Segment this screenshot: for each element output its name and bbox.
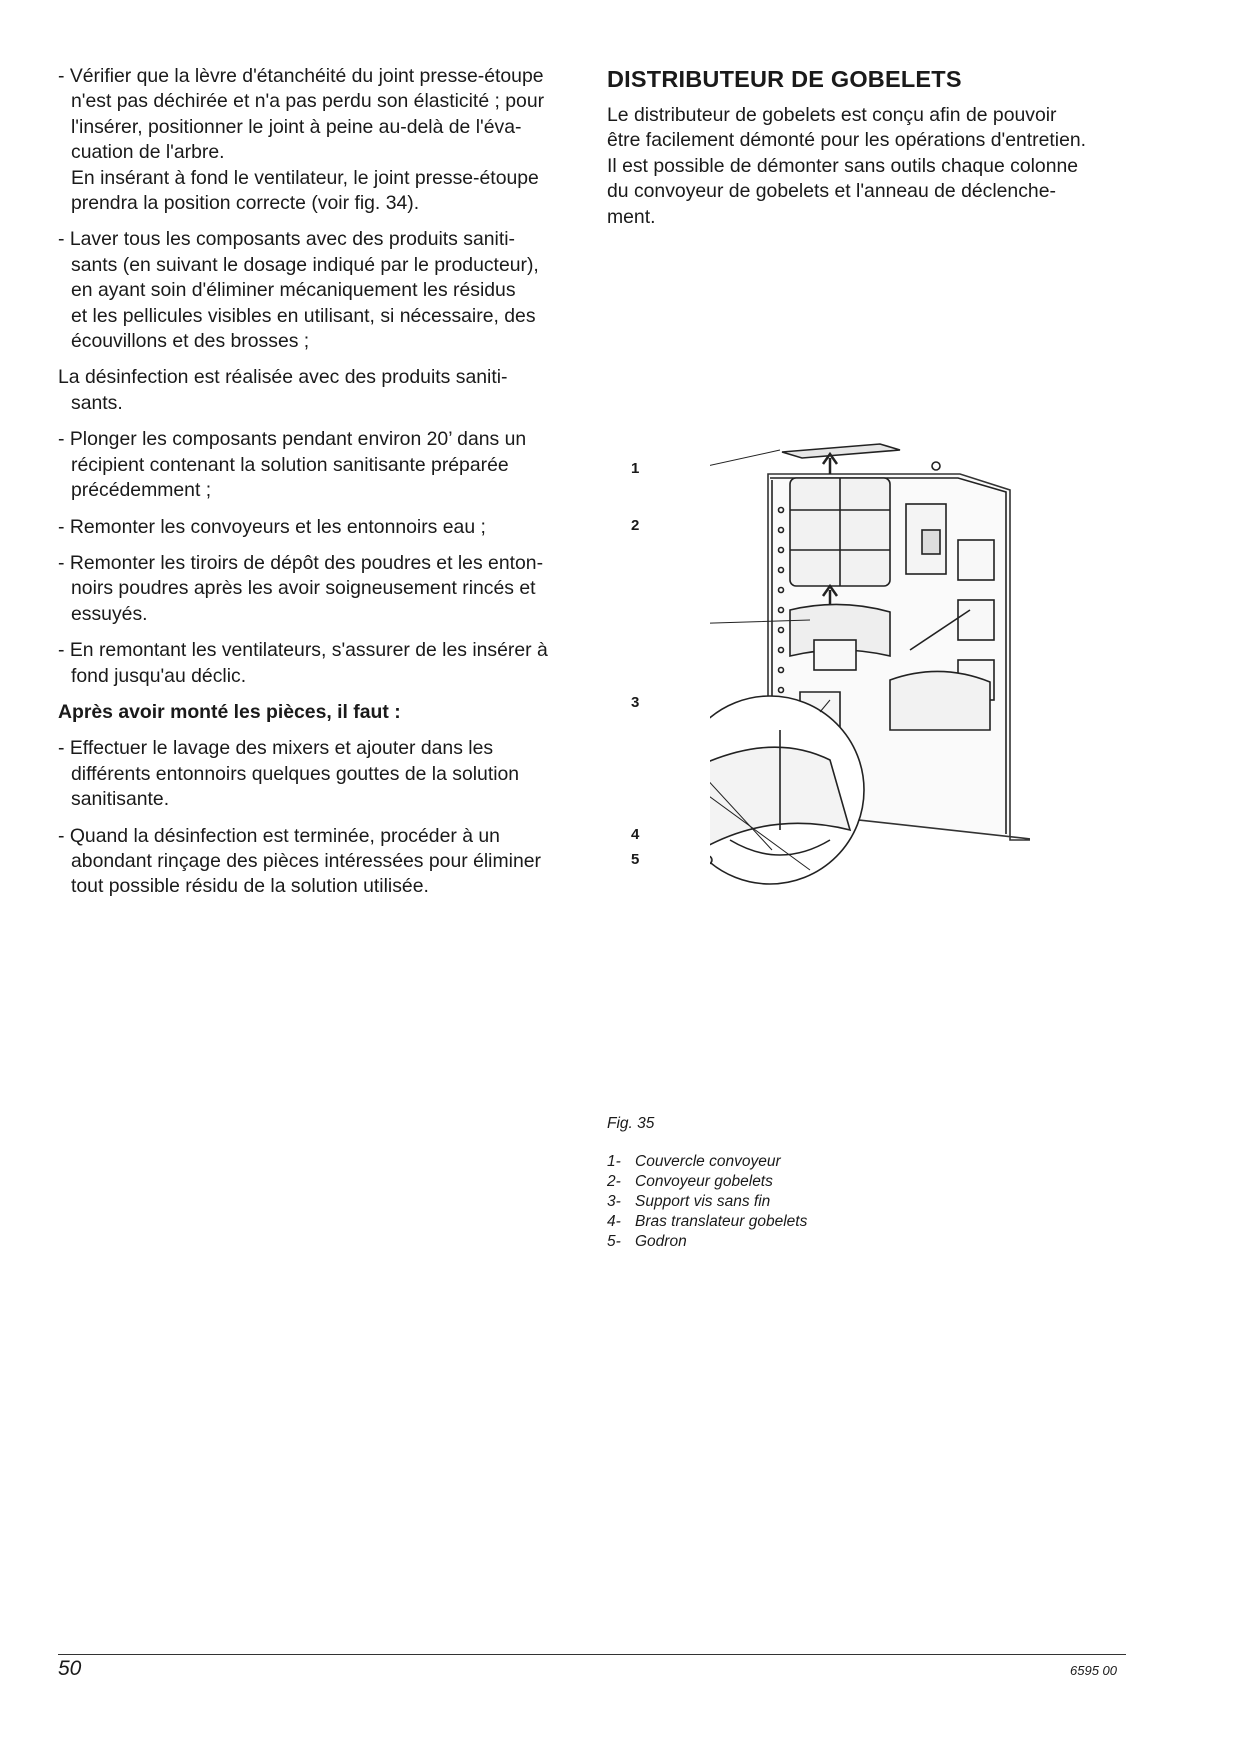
text-line: sants. [71,391,123,414]
instruction-reassemble-conveyors [58,515,588,540]
instruction-wash-components [58,227,588,354]
footer-divider [58,1654,1126,1655]
text-line: l'insérer, positionner le joint à peine au-delà de l'éva- [71,115,522,138]
disinfection-note [58,365,588,416]
text-line: du convoyeur de gobelets et l'anneau de déclenche- [607,180,1056,203]
text-line: être facilement démonté pour les opérations d'entretien. [607,129,1087,152]
text-line: prendra la position correcte (voir fig. 34). [71,192,420,215]
text-line: sants (en suivant le dosage indiqué par le producteur), [71,253,539,276]
callout-3: 3 [631,694,640,711]
text-line: - Effectuer le lavage des mixers et ajouter dans les [58,737,494,760]
side-bracket-2 [958,600,994,640]
text-line: sanitisante. [71,788,170,811]
text-line: et les pellicules visibles en utilisant, si nécessaire, des [71,304,536,327]
callout-4: 4 [631,826,640,843]
text-line: - Quand la désinfection est terminée, procéder à un [58,824,500,847]
instruction-wash-mixers [58,736,588,812]
instruction-reassemble-drawers [58,551,588,627]
text-line: tout possible résidu de la solution utilisée. [71,875,429,898]
instruction-check-seal [58,64,588,216]
section-heading: DISTRIBUTEUR DE GOBELETS [607,66,962,92]
text-line: en ayant soin d'éliminer mécaniquement les résidus [71,279,516,302]
legend-item [607,1232,807,1252]
instruction-soak [58,427,588,503]
page-number: 50 [58,1657,82,1680]
text-line: abondant rinçage des pièces intéressées pour éliminer [71,849,541,872]
figure-legend [607,1152,807,1252]
legend-item [607,1192,807,1212]
text-line: cuation de l'arbre. [71,141,225,164]
text-line: - Remonter les tiroirs de dépôt des poudres et les enton- [58,551,544,574]
legend-item [607,1172,807,1192]
text-line: récipient contenant la solution sanitisante préparée [71,453,509,476]
text-line: écouvillons et des brosses ; [71,330,310,353]
legend-text: Godron [635,1233,687,1250]
control-board [922,530,940,554]
text-line: essuyés. [71,602,148,625]
text-line: Le distributeur de gobelets est conçu afin de pouvoir [607,104,1057,126]
legend-number: 5- [607,1233,621,1250]
text-line: - Laver tous les composants avec des produits saniti- [58,228,515,251]
text-line: noirs poudres après les avoir soigneusement rincés et [71,577,536,600]
section-body [607,103,1127,230]
text-line: ment. [607,205,656,228]
side-bracket [958,540,994,580]
cup-ring-area [890,671,990,730]
lift-arrow [823,454,837,474]
conveyor-lid [782,444,900,458]
text-line: En insérant à fond le ventilateur, le joint presse-étoupe [71,166,539,189]
legend-text: Bras translateur gobelets [635,1213,808,1230]
instruction-rinse [58,824,588,900]
legend-number: 2- [607,1173,621,1190]
text-line: La désinfection est réalisée avec des produits saniti- [58,366,508,389]
text-line: précédemment ; [71,479,212,502]
callout-5: 5 [631,851,640,868]
text-line: - Vérifier que la lèvre d'étanchéité du joint presse-étoupe [58,65,544,87]
figure-caption: Fig. 35 [607,1115,655,1132]
legend-item [607,1212,807,1232]
text-line: - En remontant les ventilateurs, s'assurer de les insérer à [58,639,548,662]
text-line: n'est pas déchirée et n'a pas perdu son élasticité ; pour [71,90,545,113]
cup-dispenser-illustration [710,430,1030,1030]
instruction-fans [58,638,588,689]
text-line: Il est possible de démonter sans outils chaque colonne [607,154,1079,177]
legend-number: 1- [607,1153,621,1170]
after-assembly-heading: Après avoir monté les pièces, il faut : [58,700,401,723]
callout-1: 1 [631,460,640,477]
legend-number: 3- [607,1193,621,1210]
legend-number: 4- [607,1213,621,1230]
text-line: - Plonger les composants pendant environ 20’ dans un [58,428,527,451]
text-line: fond jusqu'au déclic. [71,664,247,687]
text-line: - Remonter les convoyeurs et les entonnoirs eau ; [58,515,486,538]
detail-wheel [710,856,712,864]
support-block [814,640,856,670]
callout-leader-2 [710,450,780,472]
legend-text: Convoyeur gobelets [635,1173,773,1190]
left-column [58,64,588,911]
right-column [607,64,1127,241]
callout-2: 2 [631,517,640,534]
legend-text: Couvercle convoyeur [635,1153,781,1170]
screw [932,462,940,470]
legend-text: Support vis sans fin [635,1193,771,1210]
legend-item [607,1152,807,1172]
text-line: différents entonnoirs quelques gouttes de la solution [71,762,520,785]
document-code: 6595 00 [1070,1663,1117,1678]
